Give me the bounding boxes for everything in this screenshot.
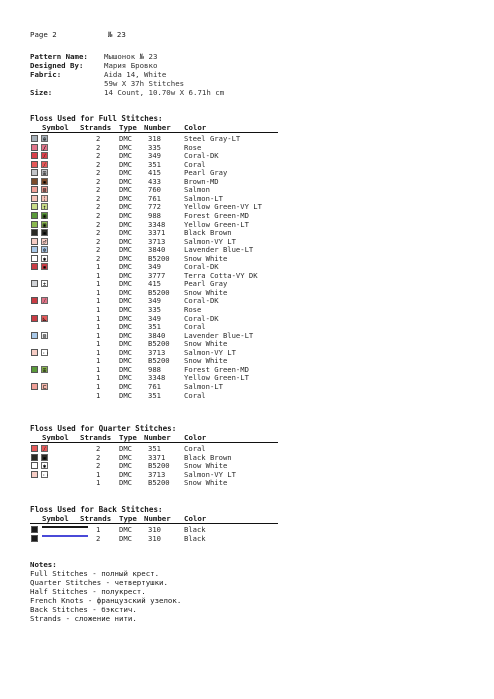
color-name-cell: Rose xyxy=(184,142,202,152)
strands-cell: 2 xyxy=(96,210,101,220)
color-swatch xyxy=(31,471,38,478)
color-name-cell: Salmon-VY LT xyxy=(184,236,236,246)
color-name-cell: Black xyxy=(184,534,206,543)
info-fabric: Fabric: Aida 14, White xyxy=(30,70,167,79)
info-pattern-name: Pattern Name: Мышонок № 23 xyxy=(30,52,158,61)
floss-row xyxy=(30,212,290,220)
color-swatch xyxy=(31,366,38,373)
color-name-cell: Snow White xyxy=(184,339,228,349)
color-name-cell: Coral-DK xyxy=(184,296,219,306)
number-cell: 351 xyxy=(148,390,161,400)
number-cell: B5200 xyxy=(148,339,170,349)
quarter-table-header: Symbol Strands Type Number Color xyxy=(42,433,207,442)
color-name-cell: Forest Green-MD xyxy=(184,210,249,220)
type-cell: DMC xyxy=(119,185,132,195)
type-cell: DMC xyxy=(119,330,132,340)
note-line: French Knots - французский узелок. xyxy=(30,596,182,605)
strands-cell: 2 xyxy=(96,168,101,178)
strands-cell: 2 xyxy=(96,444,101,453)
strands-cell: 1 xyxy=(96,347,101,357)
back-table-header: Symbol Strands Type Number Color xyxy=(42,514,207,523)
number-cell: 3348 xyxy=(148,373,166,383)
color-name-cell: Pearl Gray xyxy=(184,168,228,178)
symbol-icon: ↑ xyxy=(42,204,47,212)
note-line: Strands - сложение нити. xyxy=(30,614,137,623)
symbol-icon: ▪ xyxy=(42,230,47,238)
number-cell: 3348 xyxy=(148,219,166,229)
symbol-icon: ⁄ xyxy=(42,298,47,306)
info-stitch-count: 59w X 37h Stitches xyxy=(104,79,185,88)
number-cell: 349 xyxy=(148,296,161,306)
color-swatch xyxy=(31,246,38,253)
floss-row xyxy=(30,323,290,331)
info-designer: Designed By: Мария Бровко xyxy=(30,61,158,70)
strands-cell: 2 xyxy=(96,228,101,238)
number-cell: 433 xyxy=(148,176,161,186)
symbol-icon: ⊾ xyxy=(42,315,48,323)
number-cell: 3713 xyxy=(148,236,166,246)
type-cell: DMC xyxy=(119,461,132,471)
symbol-icon: ⊞ xyxy=(42,366,47,374)
type-cell: DMC xyxy=(119,534,132,543)
color-swatch xyxy=(31,263,38,270)
symbol-icon: ⊠ xyxy=(42,332,47,340)
symbol-icon: ▪ xyxy=(42,264,47,272)
color-name-cell: Yellow Green-LT xyxy=(184,373,249,383)
strands-cell: 2 xyxy=(96,151,101,161)
strands-cell: 1 xyxy=(96,478,101,488)
symbol-icon: ⁄ xyxy=(42,446,47,453)
number-cell: 3713 xyxy=(148,347,166,357)
color-name-cell: Yellow Green-LT xyxy=(184,219,249,229)
symbol-icon: ⊠ xyxy=(42,187,47,195)
color-swatch xyxy=(31,161,38,168)
quarter-table-rule xyxy=(30,442,278,443)
color-name-cell: Black Brown xyxy=(184,228,232,238)
number-cell: 415 xyxy=(148,279,161,289)
number-cell: B5200 xyxy=(148,461,170,471)
color-swatch xyxy=(31,212,38,219)
symbol-icon: ∕ xyxy=(42,144,47,152)
number-cell: 3371 xyxy=(148,452,166,462)
strands-cell: 1 xyxy=(96,373,101,383)
color-name-cell: Snow White xyxy=(184,478,228,488)
color-swatch xyxy=(31,255,38,262)
color-swatch xyxy=(31,332,38,339)
floss-row xyxy=(30,306,290,314)
symbol-icon: ♂ xyxy=(42,238,47,246)
color-swatch xyxy=(31,462,38,469)
floss-row xyxy=(30,152,290,160)
note-line: Back Stitches - бэкстич. xyxy=(30,605,137,614)
color-name-cell: Rose xyxy=(184,305,202,314)
number-cell: 3371 xyxy=(148,228,166,238)
type-cell: DMC xyxy=(119,339,132,349)
strands-cell: 1 xyxy=(96,381,101,391)
color-name-cell: Snow White xyxy=(184,356,228,366)
color-name-cell: Steel Gray-LT xyxy=(184,134,241,143)
strands-cell: 2 xyxy=(96,142,101,152)
color-swatch xyxy=(31,195,38,202)
color-name-cell: Salmon-LT xyxy=(184,193,223,203)
color-swatch xyxy=(31,229,38,236)
floss-row xyxy=(30,340,290,348)
type-cell: DMC xyxy=(119,134,132,143)
color-name-cell: Brown-MD xyxy=(184,176,219,186)
floss-row xyxy=(30,479,290,487)
number-cell: 3713 xyxy=(148,469,166,479)
color-name-cell: Terra Cotta-VY DK xyxy=(184,270,258,280)
full-table-header: Symbol Strands Type Number Color xyxy=(42,123,207,132)
number-cell: 988 xyxy=(148,210,161,220)
strands-cell: 1 xyxy=(96,296,101,306)
color-name-cell: Forest Green-MD xyxy=(184,364,249,374)
type-cell: DMC xyxy=(119,245,132,255)
color-name-cell: Black xyxy=(184,525,206,534)
symbol-icon: ⊞ xyxy=(42,170,47,178)
color-swatch xyxy=(31,297,38,304)
number-cell: 351 xyxy=(148,444,161,453)
backstitch-row xyxy=(30,535,290,543)
color-name-cell: Coral xyxy=(184,159,206,169)
color-swatch xyxy=(31,445,38,452)
symbol-icon: ± xyxy=(42,281,47,289)
type-cell: DMC xyxy=(119,176,132,186)
type-cell: DMC xyxy=(119,168,132,178)
strands-cell: 1 xyxy=(96,525,101,534)
number-cell: 310 xyxy=(148,525,161,534)
type-cell: DMC xyxy=(119,262,132,272)
type-cell: DMC xyxy=(119,390,132,400)
pattern-number: № 23 xyxy=(108,30,126,39)
type-cell: DMC xyxy=(119,287,132,297)
number-cell: 3840 xyxy=(148,245,166,255)
color-name-cell: Black Brown xyxy=(184,452,232,462)
strands-cell: 1 xyxy=(96,339,101,349)
type-cell: DMC xyxy=(119,381,132,391)
type-cell: DMC xyxy=(119,210,132,220)
floss-row xyxy=(30,135,290,143)
strands-cell: 1 xyxy=(96,356,101,366)
number-cell: 310 xyxy=(148,534,161,543)
type-cell: DMC xyxy=(119,347,132,357)
symbol-icon: ·· xyxy=(42,471,50,479)
strands-cell: 2 xyxy=(96,159,101,169)
type-cell: DMC xyxy=(119,193,132,203)
color-swatch xyxy=(31,315,38,322)
floss-row xyxy=(30,383,290,391)
strands-cell: 2 xyxy=(96,202,101,212)
backstitch-line-icon xyxy=(42,526,88,528)
type-cell: DMC xyxy=(119,525,132,534)
quarter-stitches-title: Floss Used for Quarter Stitches: xyxy=(30,424,177,433)
type-cell: DMC xyxy=(119,159,132,169)
type-cell: DMC xyxy=(119,356,132,366)
type-cell: DMC xyxy=(119,478,132,488)
strands-cell: 2 xyxy=(96,219,101,229)
color-swatch xyxy=(31,221,38,228)
type-cell: DMC xyxy=(119,305,132,314)
color-name-cell: Yellow Green-VY LT xyxy=(184,202,262,212)
number-cell: 349 xyxy=(148,262,161,272)
floss-row xyxy=(30,229,290,237)
number-cell: 772 xyxy=(148,202,161,212)
floss-row xyxy=(30,392,290,400)
number-cell: B5200 xyxy=(148,253,170,263)
color-name-cell: Snow White xyxy=(184,287,228,297)
symbol-icon: ✱ xyxy=(42,255,47,263)
color-swatch xyxy=(31,454,38,461)
color-name-cell: Coral xyxy=(184,444,206,453)
floss-row xyxy=(30,169,290,177)
type-cell: DMC xyxy=(119,469,132,479)
number-cell: 351 xyxy=(148,322,161,332)
symbol-icon: ▣ xyxy=(42,212,47,220)
full-table-rule xyxy=(30,132,278,133)
color-name-cell: Lavender Blue-LT xyxy=(184,245,254,255)
type-cell: DMC xyxy=(119,296,132,306)
color-name-cell: Coral xyxy=(184,390,206,400)
strands-cell: 1 xyxy=(96,313,101,323)
number-cell: 988 xyxy=(148,364,161,374)
floss-row xyxy=(30,445,290,453)
floss-row xyxy=(30,246,290,254)
back-table-rule xyxy=(30,523,278,524)
symbol-icon: ⊏ xyxy=(42,383,47,391)
type-cell: DMC xyxy=(119,364,132,374)
color-name-cell: Salmon-VY LT xyxy=(184,347,236,357)
type-cell: DMC xyxy=(119,228,132,238)
floss-row xyxy=(30,462,290,470)
type-cell: DMC xyxy=(119,279,132,289)
type-cell: DMC xyxy=(119,313,132,323)
type-cell: DMC xyxy=(119,452,132,462)
type-cell: DMC xyxy=(119,444,132,453)
number-cell: 349 xyxy=(148,151,161,161)
color-swatch xyxy=(31,526,38,533)
strands-cell: 2 xyxy=(96,134,101,143)
color-swatch xyxy=(31,203,38,210)
number-cell: 318 xyxy=(148,134,161,143)
number-cell: 760 xyxy=(148,185,161,195)
strands-cell: 2 xyxy=(96,452,101,462)
color-swatch xyxy=(31,535,38,542)
note-line: Half Stitches - полукрест. xyxy=(30,587,146,596)
type-cell: DMC xyxy=(119,202,132,212)
number-cell: B5200 xyxy=(148,478,170,488)
color-name-cell: Coral xyxy=(184,322,206,332)
color-swatch xyxy=(31,349,38,356)
strands-cell: 1 xyxy=(96,279,101,289)
number-cell: B5200 xyxy=(148,356,170,366)
backstitch-row xyxy=(30,526,290,534)
back-stitches-title: Floss Used for Back Stitches: xyxy=(30,505,163,514)
color-name-cell: Salmon-LT xyxy=(184,381,223,391)
strands-cell: 2 xyxy=(96,236,101,246)
strands-cell: 1 xyxy=(96,364,101,374)
color-name-cell: Lavender Blue-LT xyxy=(184,330,254,340)
color-swatch xyxy=(31,186,38,193)
color-name-cell: Coral-DK xyxy=(184,313,219,323)
note-line: Quarter Stitches - четвертушки. xyxy=(30,578,168,587)
type-cell: DMC xyxy=(119,270,132,280)
strands-cell: 1 xyxy=(96,270,101,280)
color-name-cell: Salmon-VY LT xyxy=(184,469,236,479)
strands-cell: 1 xyxy=(96,305,101,314)
symbol-icon: ⊕ xyxy=(42,136,47,143)
backstitch-line-icon xyxy=(42,535,88,537)
info-size: Size: 14 Count, 10.70w X 6.71h cm xyxy=(30,88,225,97)
symbol-icon: ▪ xyxy=(42,454,47,462)
symbol-icon: ⁄ xyxy=(42,153,47,161)
number-cell: 351 xyxy=(148,159,161,169)
number-cell: 761 xyxy=(148,381,161,391)
color-swatch xyxy=(31,383,38,390)
color-swatch xyxy=(31,169,38,176)
type-cell: DMC xyxy=(119,219,132,229)
color-swatch xyxy=(31,238,38,245)
color-name-cell: Pearl Gray xyxy=(184,279,228,289)
note-line: Full Stitches - полный крест. xyxy=(30,569,160,578)
strands-cell: 2 xyxy=(96,193,101,203)
color-name-cell: Salmon xyxy=(184,185,210,195)
color-name-cell: Snow White xyxy=(184,461,228,471)
strands-cell: 2 xyxy=(96,176,101,186)
color-name-cell: Coral-DK xyxy=(184,262,219,272)
type-cell: DMC xyxy=(119,253,132,263)
strands-cell: 2 xyxy=(96,185,101,195)
strands-cell: 1 xyxy=(96,469,101,479)
strands-cell: 1 xyxy=(96,330,101,340)
number-cell: 335 xyxy=(148,305,161,314)
full-stitches-title: Floss Used for Full Stitches: xyxy=(30,114,163,123)
symbol-icon: ·· xyxy=(42,349,50,357)
symbol-icon: ⊗ xyxy=(42,247,47,255)
strands-cell: 1 xyxy=(96,390,101,400)
page-label: Page 2 xyxy=(30,30,57,39)
number-cell: B5200 xyxy=(148,287,170,297)
color-name-cell: Coral-DK xyxy=(184,151,219,161)
symbol-icon: ⁄ xyxy=(42,161,47,169)
number-cell: 3777 xyxy=(148,270,166,280)
color-swatch xyxy=(31,144,38,151)
number-cell: 3840 xyxy=(148,330,166,340)
strands-cell: 2 xyxy=(96,253,101,263)
strands-cell: 2 xyxy=(96,534,101,543)
strands-cell: 2 xyxy=(96,245,101,255)
type-cell: DMC xyxy=(119,151,132,161)
symbol-icon: ⁞ xyxy=(42,195,47,203)
type-cell: DMC xyxy=(119,322,132,332)
strands-cell: 1 xyxy=(96,262,101,272)
notes-title: Notes: xyxy=(30,560,57,569)
number-cell: 349 xyxy=(148,313,161,323)
strands-cell: 2 xyxy=(96,461,101,471)
number-cell: 335 xyxy=(148,142,161,152)
symbol-icon: ✱ xyxy=(42,463,47,471)
color-swatch xyxy=(31,280,38,287)
symbol-icon: ▣ xyxy=(42,221,47,229)
color-name-cell: Snow White xyxy=(184,253,228,263)
color-swatch xyxy=(31,135,38,142)
strands-cell: 1 xyxy=(96,322,101,332)
strands-cell: 1 xyxy=(96,287,101,297)
number-cell: 415 xyxy=(148,168,161,178)
type-cell: DMC xyxy=(119,373,132,383)
number-cell: 761 xyxy=(148,193,161,203)
type-cell: DMC xyxy=(119,236,132,246)
type-cell: DMC xyxy=(119,142,132,152)
color-swatch xyxy=(31,178,38,185)
color-swatch xyxy=(31,152,38,159)
symbol-icon: ▪ xyxy=(42,178,47,186)
